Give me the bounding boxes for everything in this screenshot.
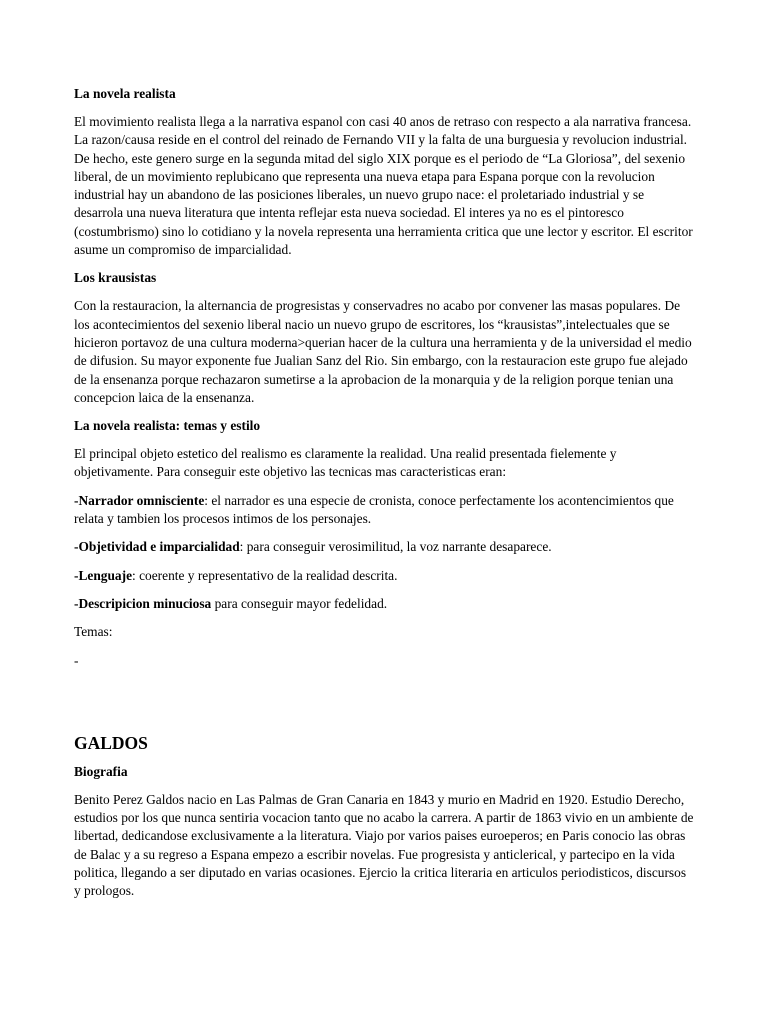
section-heading-temas-estilo: La novela realista: temas y estilo xyxy=(74,418,261,434)
technique-description: : para conseguir verosimilitud, la voz narrante desaparece. xyxy=(239,539,552,555)
paragraph-biografia: Benito Perez Galdos nacio en Las Palmas de Gran Canaria en 1843 y murio en Madrid en 1920. Estudio Derecho, estudios por los que nunca sentiria vocacion tanto que no acabo la carrera. A partir de 1863 vivio en un ambiente de libertad, dedicandose exclusivamente a la literatura. Viajo por varios paises euroeperos; en Paris conocio las obras de Balac y a su regreso a Espana empezo a escribir novelas. Fue progresista y anticlerical, y partecipo en la vida politica, llegando a ser diputado en varias ocasiones. Ejercio la critica literaria en articulos periodisticos, discursos y prologos. xyxy=(74,791,694,899)
technique-description: para conseguir mayor fedelidad. xyxy=(211,595,388,611)
temas-label: Temas: xyxy=(74,624,113,640)
technique-item-lenguaje xyxy=(74,567,694,585)
technique-term: -Descripicion minuciosa xyxy=(74,595,212,611)
paragraph-krausistas: Con la restauracion, la alternancia de progresistas y conservadres no acabo por convener las masas populares. De los acontecimientos del sexenio liberal nacio un nuevo grupo de escritores, los “krausistas”,intelectuales que se hicieron portavoz de una cultura moderna>querian hacer de la cultura una herramienta y de la universidad el medio de difusion. Su mayor exponente fue Jualian Sanz del Rio. Sin embargo, con la restauracion este grupo fue alejado de la ensenanza porque rechazaron sumetirse a la aprobacion de la monarquia y de la religion porque tenian una concepcion laica de la ensenanza. xyxy=(74,298,692,405)
technique-term: -Objetividad e imparcialidad xyxy=(74,539,240,555)
document-content xyxy=(74,85,694,911)
technique-term: -Narrador omnisciente xyxy=(74,492,205,508)
technique-description: : coerente y representativo de la realidad descrita. xyxy=(132,567,398,583)
section-heading-krausistas: Los krausistas xyxy=(74,270,157,286)
temas-dash: - xyxy=(74,652,79,668)
technique-description: : el narrador es una especie de cronista, conoce perfectamente los acontencimientos que relata y tambien los procesos intimos de los personajes. xyxy=(74,492,674,527)
section-heading-galdos: GALDOS xyxy=(74,732,148,753)
section-heading-novela-realista: La novela realista xyxy=(74,86,176,101)
section-spacer xyxy=(74,680,694,732)
section-heading-biografia: Biografia xyxy=(74,763,128,779)
technique-term: -Lenguaje xyxy=(74,567,133,583)
technique-item-objetividad xyxy=(74,538,694,556)
paragraph-novela-realista: El movimiento realista llega a la narrativa espanol con casi 40 anos de retraso con respecto a ala narrativa francesa. La razon/causa reside en el control del reinado de Fernando VII y la falta de una burguesia y revolucion industrial. De hecho, este genero surge en la segunda mitad del siglo XIX porque es el periodo de “La Gloriosa”, del sexenio liberal, de un movimiento replubicano que representa una nueva etapa para Espana porque con la revolucion industrial hay un abandono de las posiciones liberales, un nuevo grupo nace: el proletariado industrial y se desarrola una nueva literatura que intenta reflejar esta nueva sociedad. El interes ya no es el pintoresco (costumbrismo) sino lo cotidiano y la novela representa una herramienta critica que une lector y escritor. El escritor asume un compromiso de imparcialidad. xyxy=(74,114,693,258)
technique-item-descripcion xyxy=(74,595,694,613)
paragraph-temas-estilo: El principal objeto estetico del realismo es claramente la realidad. Una realid presentada fielemente y objetivamente. Para conseguir este objetivo las tecnicas mas caracteristicas eran: xyxy=(74,446,617,480)
technique-item-narrador xyxy=(74,492,694,529)
